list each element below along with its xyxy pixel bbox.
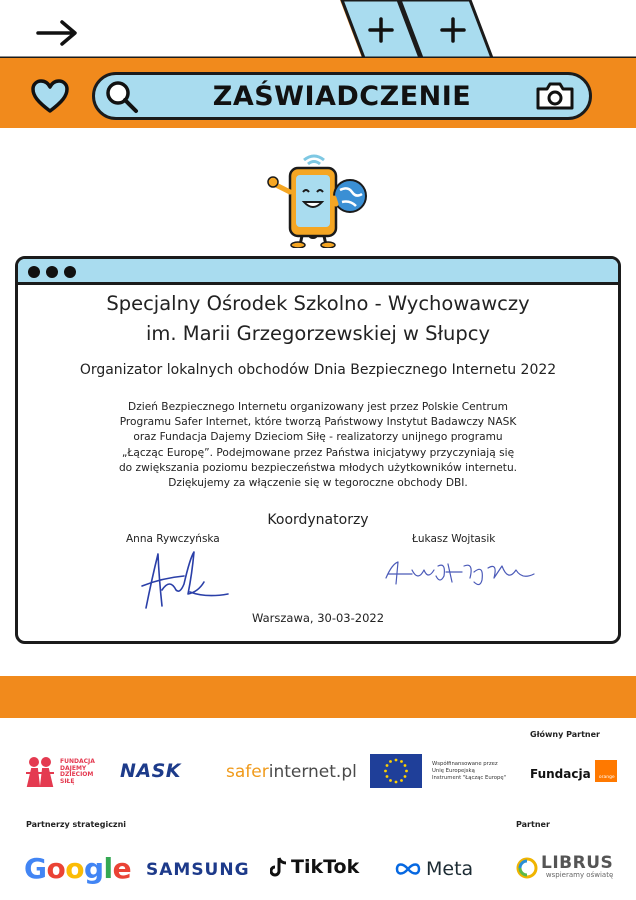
google-letter: G xyxy=(24,852,47,885)
fundacja-orange-text: Fundacja xyxy=(530,767,591,781)
librus-circle-icon xyxy=(516,857,538,879)
arrow-right-icon xyxy=(34,18,80,48)
librus-logo xyxy=(516,853,614,879)
librus-tagline: wspieramy oświatę xyxy=(545,871,614,879)
panel-title-bar xyxy=(18,259,618,285)
tiktok-logo xyxy=(270,856,359,878)
saferinternet-logo-part2: internet.pl xyxy=(268,762,357,782)
window-dot xyxy=(28,266,40,278)
meta-logo xyxy=(394,858,473,880)
coordinators-heading: Koordynatorzy xyxy=(267,512,369,528)
google-logo xyxy=(24,852,131,885)
meta-infinity-icon xyxy=(394,861,422,877)
camera-icon xyxy=(534,80,576,112)
footer-band xyxy=(0,676,636,718)
body-line: do zwiększania poziomu bezpieczeństwa młodych użytkowników internetu. xyxy=(118,461,518,474)
eu-text: Współfinansowane przez xyxy=(432,760,498,767)
organization-name-line1: Specjalny Ośrodek Szkolno - Wychowawczy xyxy=(106,292,530,315)
coordinator-right-name: Łukasz Wojtasik xyxy=(412,533,496,545)
orange-square-logo: orange xyxy=(595,760,617,782)
plus-icon xyxy=(440,17,466,43)
certificate-body xyxy=(18,400,618,491)
meta-text: Meta xyxy=(426,858,474,880)
saferinternet-logo xyxy=(226,762,357,782)
page-title: ZAŚWIADCZENIE xyxy=(212,80,472,112)
fundacja-ddsl-text: DAJEMY xyxy=(60,764,87,772)
fundacja-ddsl-text: DZIECIOM xyxy=(60,771,94,778)
window-dot xyxy=(46,266,58,278)
eu-text: Unię Europejską xyxy=(432,767,475,774)
plus-icon xyxy=(368,17,394,43)
eu-logo xyxy=(370,754,506,788)
heart-icon xyxy=(30,78,70,114)
body-line: oraz Fundacja Dajemy Dzieciom Siłę - realizatorzy unijnego programu xyxy=(133,431,503,444)
google-letter: l xyxy=(103,852,113,885)
children-icon xyxy=(24,756,56,788)
tiktok-text: TikTok xyxy=(291,856,360,878)
nask-logo: NASK xyxy=(120,760,182,782)
google-letter: o xyxy=(65,852,84,885)
fundacja-ddsl-text: FUNDACJA xyxy=(60,758,95,765)
google-letter: e xyxy=(112,852,132,885)
samsung-logo: SAMSUNG xyxy=(146,860,250,880)
librus-text: LIBRUS xyxy=(541,853,614,873)
body-line: „Łącząc Europę”. Podejmowane przez Państwa inicjatywy przyczyniają się xyxy=(121,446,515,459)
tablet-mascot-illustration xyxy=(264,148,374,248)
place-and-date: Warszawa, 30-03-2022 xyxy=(251,611,385,625)
coordinator-left-name: Anna Rywczyńska xyxy=(126,533,220,545)
eu-text: Instrument "Łącząc Europę" xyxy=(432,774,507,781)
fundacja-orange-logo xyxy=(530,760,617,782)
saferinternet-logo-part1: safer xyxy=(226,762,269,782)
header-tabs xyxy=(0,0,636,58)
body-line: Dziękujemy za włączenie się w tegoroczne obchody DBI. xyxy=(168,477,468,490)
organization-name-line2: im. Marii Grzegorzewskiej w Słupcy xyxy=(145,322,491,345)
strategic-partners-label: Partnerzy strategiczni xyxy=(26,820,127,829)
google-letter: g xyxy=(83,852,104,885)
body-line: Dzień Bezpiecznego Internetu organizowany jest przez Polskie Centrum xyxy=(128,401,508,413)
fundacja-ddsl-text: SIŁĘ xyxy=(60,777,75,785)
eu-flag-icon xyxy=(370,754,422,788)
organizer-role: Organizator lokalnych obchodów Dnia Bezpiecznego Internetu 2022 xyxy=(79,362,557,378)
fundacja-ddsl-logo xyxy=(24,756,95,788)
main-partner-label: Główny Partner xyxy=(530,730,600,739)
window-dot xyxy=(64,266,76,278)
google-letter: o xyxy=(46,852,66,885)
body-line: Programu Safer Internet, które tworzą Państwowy Instytut Badawczy NASK xyxy=(119,416,517,429)
signature-left xyxy=(132,548,232,612)
tiktok-note-icon xyxy=(270,856,288,878)
partner-label: Partner xyxy=(516,820,550,829)
signature-right xyxy=(382,556,544,590)
